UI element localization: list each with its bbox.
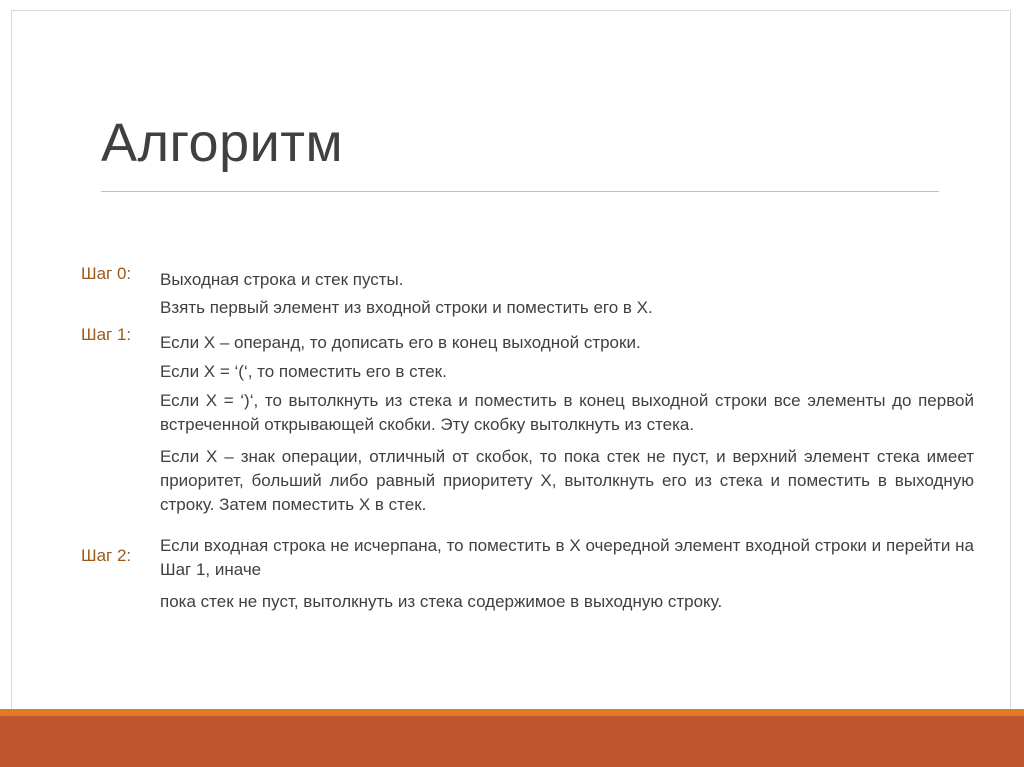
step-2-paragraph-1: Если входная строка не исчерпана, то поместить в Х очередной элемент входной строки и перейти на Шаг 1, иначе [160,536,974,579]
slide-title: Алгоритм [101,113,344,173]
step-0-paragraph-2: Взять первый элемент из входной строки и поместить его в Х. [160,298,653,317]
step-0-label: Шаг 0: [81,264,132,283]
title-divider [101,191,939,192]
step-1-paragraph-1: Если Х – операнд, то дописать его в конец выходной строки. [160,333,641,352]
step-1-paragraph-4: Если Х – знак операции, отличный от скобок, то пока стек не пуст, и верхний элемент стека имеет приоритет, больший либо равный приоритету Х, вытолкнуть его из стека и поместить в выходную строку. Затем поместить Х в стек. [160,447,974,514]
step-1-paragraph-3: Если Х = ‘)‘, то вытолкнуть из стека и поместить в конец выходной строки все элементы до первой встреченной открывающей скобки. Эту скобку вытолкнуть из стека. [160,391,974,434]
footer-accent-line [0,709,1024,716]
step-1-label: Шаг 1: [81,325,132,344]
step-0-paragraph-1: Выходная строка и стек пусты. [160,270,404,289]
footer-band [0,709,1024,767]
step-2-label: Шаг 2: [81,546,132,565]
step-1-paragraph-2: Если Х = ‘(‘, то поместить его в стек. [160,362,447,381]
step-2-paragraph-2: пока стек не пуст, вытолкнуть из стека содержимое в выходную строку. [160,592,723,611]
